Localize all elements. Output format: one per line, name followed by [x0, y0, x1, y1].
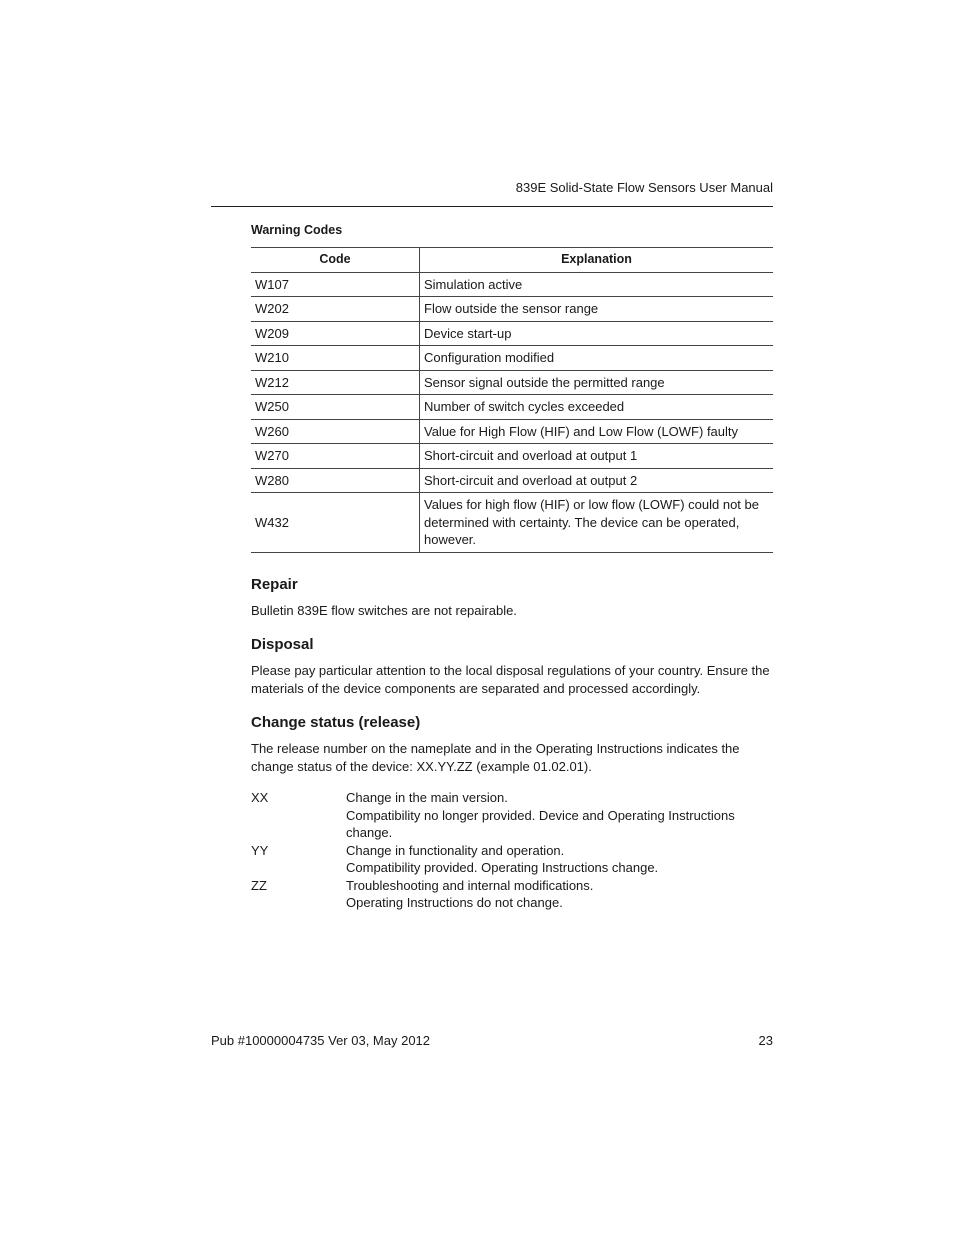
definition-description — [346, 877, 773, 912]
explanation-cell: Device start-up — [420, 321, 774, 346]
table-row — [251, 468, 773, 493]
table-row — [251, 395, 773, 420]
explanation-cell: Values for high flow (HIF) or low flow (LOWF) could not be determined with certainty. The device can be operated, however. — [420, 493, 774, 553]
warning-code-cell: W270 — [251, 444, 420, 469]
table-caption: Warning Codes — [251, 223, 343, 237]
definition-row-zz — [251, 877, 773, 912]
column-header-explanation: Explanation — [420, 248, 774, 273]
table-row — [251, 493, 773, 553]
explanation-cell: Short-circuit and overload at output 2 — [420, 468, 774, 493]
repair-text: Bulletin 839E flow switches are not repairable. — [251, 602, 517, 618]
warning-code-cell: W280 — [251, 468, 420, 493]
table-header-row — [251, 248, 773, 273]
explanation-cell: Simulation active — [420, 272, 774, 297]
definition-row-yy — [251, 842, 773, 877]
column-header-code: Code — [251, 248, 420, 273]
table-row — [251, 419, 773, 444]
definition-line: Change in functionality and operation. — [346, 842, 565, 858]
explanation-cell: Flow outside the sensor range — [420, 297, 774, 322]
table-row — [251, 297, 773, 322]
warning-code-cell: W260 — [251, 419, 420, 444]
warning-code-cell: W107 — [251, 272, 420, 297]
explanation-cell: Number of switch cycles exceeded — [420, 395, 774, 420]
repair-section — [251, 576, 773, 620]
definition-term: XX — [251, 790, 269, 805]
definition-term: ZZ — [251, 877, 267, 893]
explanation-cell: Configuration modified — [420, 346, 774, 371]
warning-code-cell: W202 — [251, 297, 420, 322]
definition-line: Troubleshooting and internal modifications. — [346, 877, 594, 893]
table-row — [251, 346, 773, 371]
explanation-cell: Short-circuit and overload at output 1 — [420, 444, 774, 469]
disposal-section — [251, 636, 773, 697]
change-status-heading: Change status (release) — [251, 714, 421, 731]
definition-term: YY — [251, 842, 269, 858]
definition-line: Change in the main version. — [346, 790, 508, 805]
change-status-section — [251, 714, 773, 912]
table-row — [251, 321, 773, 346]
definition-line: Compatibility provided. Operating Instructions change. — [346, 860, 659, 875]
definition-row-xx — [251, 789, 773, 842]
warning-codes-table — [251, 247, 773, 553]
definition-line: Compatibility no longer provided. Device and Operating Instructions change. — [346, 807, 735, 840]
change-status-text: The release number on the nameplate and in the Operating Instructions indicates the change status of the device: XX.YY.ZZ (example 01.02.01). — [251, 741, 740, 774]
definition-description — [346, 789, 773, 842]
explanation-cell: Sensor signal outside the permitted range — [420, 370, 774, 395]
warning-code-cell: W212 — [251, 370, 420, 395]
warning-code-cell: W250 — [251, 395, 420, 420]
explanation-cell: Value for High Flow (HIF) and Low Flow (LOWF) faulty — [420, 419, 774, 444]
page-number: 23 — [758, 1033, 773, 1048]
repair-heading: Repair — [251, 575, 298, 593]
header-rule — [211, 206, 773, 207]
table-row — [251, 272, 773, 297]
definition-description — [346, 842, 773, 877]
table-row — [251, 370, 773, 395]
footer-publication: Pub #10000004735 Ver 03, May 2012 — [211, 1033, 431, 1048]
warning-code-cell: W209 — [251, 321, 420, 346]
change-status-definitions — [251, 789, 773, 912]
warning-code-cell: W432 — [251, 493, 420, 553]
page-content — [251, 223, 773, 912]
warning-code-cell: W210 — [251, 346, 420, 371]
running-header-title: 839E Solid-State Flow Sensors User Manual — [515, 180, 773, 195]
table-row — [251, 444, 773, 469]
definition-line: Operating Instructions do not change. — [346, 895, 563, 910]
disposal-heading: Disposal — [251, 636, 314, 653]
disposal-text: Please pay particular attention to the local disposal regulations of your country. Ensure the materials of the device components are separated and processed accordingly. — [251, 663, 770, 696]
